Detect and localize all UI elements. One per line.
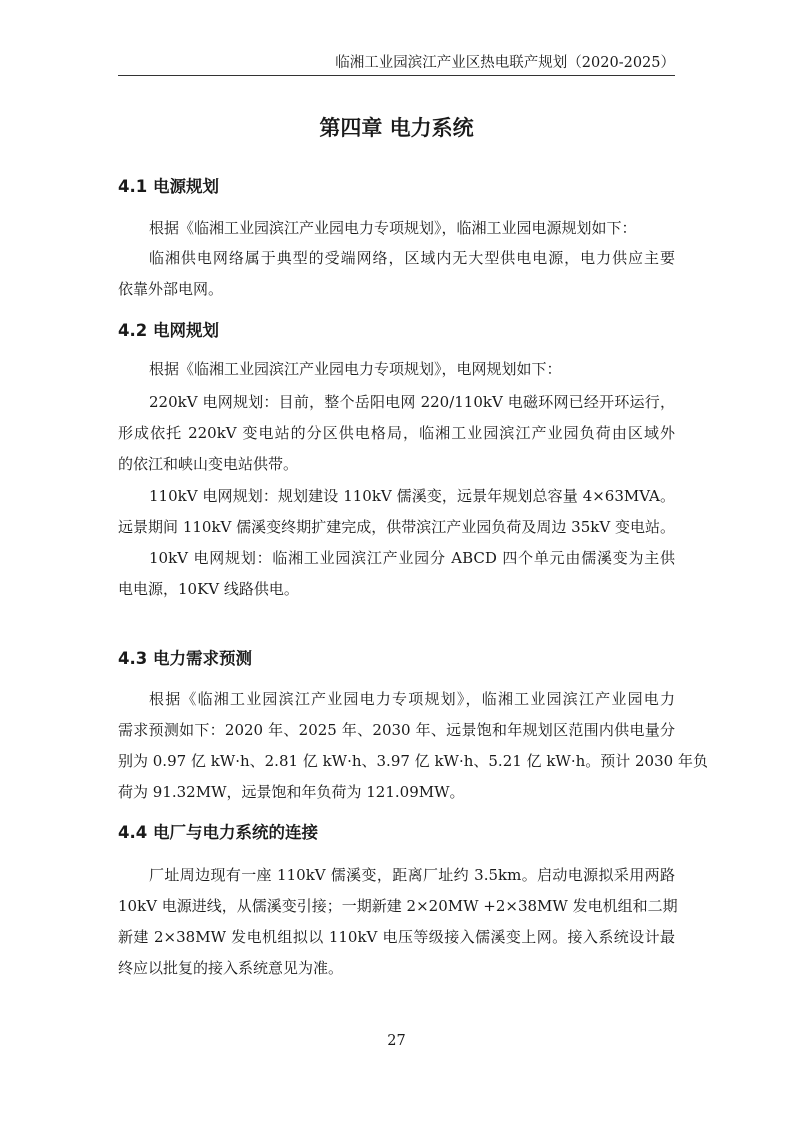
paragraph — [118, 387, 675, 480]
paragraph — [118, 684, 708, 808]
page-number: 27 — [387, 1033, 406, 1049]
paragraph-line: 终应以批复的接入系统意见为准。 — [118, 959, 344, 977]
paragraph — [118, 243, 675, 305]
paragraph — [118, 354, 675, 385]
paragraph-line: 110kV 电网规划：规划建设 110kV 儒溪变，远景年规划总容量 4×63MVA。 — [149, 487, 675, 505]
paragraph-line: 10kV 电源进线，从儒溪变引接；一期新建 2×20MW +2×38MW 发电机组和二期 — [118, 897, 678, 915]
paragraph-line: 根据《临湘工业园滨江产业园电力专项规划》，电网规划如下： — [149, 360, 562, 378]
paragraph — [118, 543, 675, 605]
paragraph — [118, 213, 675, 244]
chapter-title: 第四章 电力系统 — [319, 116, 474, 140]
section-heading-4-2: 4.2 电网规划 — [118, 321, 219, 340]
paragraph-line: 根据《临湘工业园滨江产业园电力专项规划》，临湘工业园滨江产业园电力 — [149, 690, 675, 708]
paragraph-line: 临湘供电网络属于典型的受端网络，区域内无大型供电电源，电力供应主要 — [149, 249, 675, 267]
running-header: 临湘工业园滨江产业区热电联产规划（2020-2025） — [335, 55, 675, 71]
paragraph — [118, 481, 675, 543]
section-heading-4-3: 4.3 电力需求预测 — [118, 649, 252, 668]
paragraph-line: 荷为 91.32MW，远景饱和年负荷为 121.09MW。 — [118, 783, 465, 801]
paragraph — [118, 860, 678, 984]
section-heading-4-1: 4.1 电源规划 — [118, 177, 219, 196]
paragraph-line: 形成依托 220kV 变电站的分区供电格局，临湘工业园滨江产业园负荷由区域外 — [118, 424, 675, 442]
paragraph-line: 10kV 电网规划：临湘工业园滨江产业园分 ABCD 四个单元由儒溪变为主供 — [149, 549, 675, 567]
paragraph-line: 依靠外部电网。 — [118, 280, 224, 298]
paragraph-line: 根据《临湘工业园滨江产业园电力专项规划》，临湘工业园电源规划如下： — [149, 219, 637, 237]
header-divider — [118, 75, 675, 76]
paragraph-line: 远景期间 110kV 儒溪变终期扩建完成，供带滨江产业园负荷及周边 35kV 变电站。 — [118, 518, 675, 536]
paragraph-line: 的依江和峡山变电站供带。 — [118, 455, 299, 473]
paragraph-line: 需求预测如下：2020 年、2025 年、2030 年、远景饱和年规划区范围内供电量分 — [118, 721, 675, 739]
paragraph-line: 新建 2×38MW 发电机组拟以 110kV 电压等级接入儒溪变上网。接入系统设计最 — [118, 928, 675, 946]
paragraph-line: 别为 0.97 亿 kW·h、2.81 亿 kW·h、3.97 亿 kW·h、5.21 亿 kW·h。预计 2030 年负 — [118, 752, 708, 770]
paragraph-line: 电电源，10KV 线路供电。 — [118, 580, 299, 598]
section-heading-4-4: 4.4 电厂与电力系统的连接 — [118, 823, 318, 842]
paragraph-line: 220kV 电网规划：目前，整个岳阳电网 220/110kV 电磁环网已经开环运行， — [149, 393, 675, 411]
paragraph-line: 厂址周边现有一座 110kV 儒溪变，距离厂址约 3.5km。启动电源拟采用两路 — [149, 866, 675, 884]
